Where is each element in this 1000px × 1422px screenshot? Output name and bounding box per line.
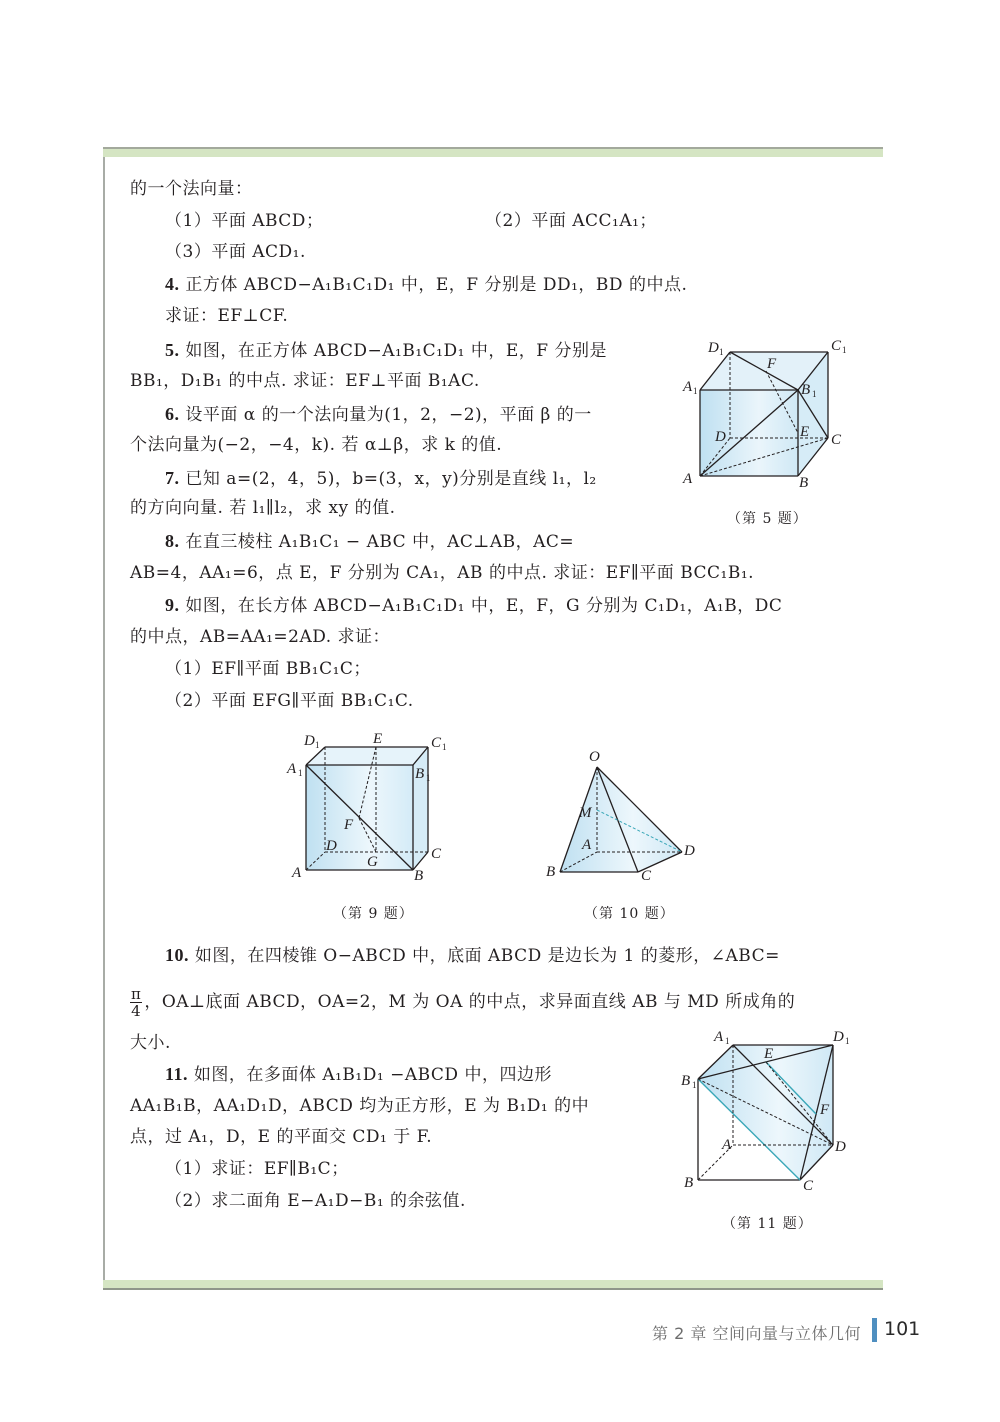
question-8 (165, 530, 574, 553)
question-9-item-2: （2）平面 EFG∥平面 BB₁C₁C. (165, 691, 414, 711)
question-text: 在直三棱柱 A₁B₁C₁ − ABC 中，AC⊥AB，AC= (185, 532, 575, 552)
question-5 (165, 339, 607, 362)
figure-11-caption: （第 11 题） (722, 1216, 813, 1232)
question-11-line-3: 点，过 A₁，D，E 的平面交 CD₁ 于 F. (130, 1127, 433, 1147)
svg-text:B: B (414, 868, 424, 884)
question-text: ，OA⊥底面 ABCD，OA=2，M 为 OA 的中点，求异面直线 AB 与 MD 所成角的 (144, 992, 796, 1012)
svg-text:1: 1 (725, 1036, 730, 1046)
question-4-line-2: 求证：EF⊥CF. (165, 306, 289, 326)
question-10-line-2 (130, 986, 795, 1019)
svg-text:F: F (767, 356, 777, 372)
svg-text:C: C (431, 735, 442, 751)
svg-text:1: 1 (845, 1036, 850, 1046)
figure-5-caption: （第 5 题） (727, 511, 808, 527)
svg-text:F: F (820, 1102, 830, 1118)
bottom-band (103, 1280, 883, 1290)
question-7-line-2: 的方向向量. 若 l₁∥l₂，求 xy 的值. (130, 498, 396, 518)
chapter-label: 第 2 章 空间向量与立体几何 (652, 1324, 861, 1343)
question-number: 6. (165, 404, 180, 424)
question-text: 如图，在多面体 A₁B₁D₁ −ABCD 中，四边形 (193, 1065, 552, 1085)
svg-text:D: D (708, 340, 719, 356)
svg-text:1: 1 (693, 386, 698, 396)
question-7 (165, 467, 597, 490)
svg-text:B: B (684, 1175, 694, 1191)
text-line: 的一个法向量： (130, 179, 253, 199)
question-11-item-2: （2）求二面角 E−A₁D−B₁ 的余弦值. (165, 1191, 466, 1211)
question-10-line-3: 大小. (130, 1033, 171, 1053)
svg-text:1: 1 (692, 1080, 697, 1090)
svg-text:C: C (641, 868, 652, 884)
svg-text:A: A (683, 471, 693, 487)
svg-text:B: B (801, 382, 811, 398)
svg-text:A: A (714, 1029, 724, 1045)
svg-text:1: 1 (719, 347, 724, 357)
fraction-denominator: 4 (131, 1002, 142, 1020)
question-5-line-2: BB₁，D₁B₁ 的中点. 求证：EF⊥平面 B₁AC. (130, 371, 480, 391)
question-4 (165, 273, 687, 296)
q3-item-1: （1）平面 ABCD； (165, 211, 324, 231)
question-number: 5. (165, 340, 180, 360)
question-number: 4. (165, 274, 180, 294)
svg-text:D: D (326, 838, 337, 854)
svg-text:1: 1 (298, 768, 303, 778)
question-text: 已知 a=(2，4，5)，b=(3，x，y)分别是直线 l₁，l₂ (185, 469, 597, 489)
svg-text:A: A (292, 865, 302, 881)
svg-text:D: D (835, 1139, 846, 1155)
question-6-line-2: 个法向量为(−2，−4，k). 若 α⊥β，求 k 的值. (130, 435, 503, 455)
svg-text:E: E (800, 424, 810, 440)
question-text: 如图，在长方体 ABCD−A₁B₁C₁D₁ 中，E，F，G 分别为 C₁D₁，A₁B，DC (185, 596, 783, 616)
svg-text:1: 1 (842, 345, 847, 355)
figure-5-cube (670, 330, 860, 500)
svg-text:A: A (683, 379, 693, 395)
page-frame-left-border (103, 147, 105, 1290)
svg-text:1: 1 (315, 740, 320, 750)
question-9-line-2: 的中点，AB=AA₁=2AD. 求证： (130, 627, 391, 647)
question-9 (165, 594, 782, 617)
svg-text:E: E (764, 1046, 774, 1062)
svg-text:C: C (831, 338, 842, 354)
question-text: 如图，在四棱锥 O−ABCD 中，底面 ABCD 是边长为 1 的菱形，∠ABC= (194, 946, 780, 966)
question-8-line-2: AB=4，AA₁=6，点 E，F 分别为 CA₁，AB 的中点. 求证：EF∥平面 BCC₁B₁. (130, 563, 755, 583)
fraction-pi-over-4 (130, 986, 142, 1019)
svg-text:A: A (287, 761, 297, 777)
figure-9-caption: （第 9 题） (333, 906, 414, 922)
svg-text:B: B (546, 864, 556, 880)
fraction-numerator: π (131, 985, 142, 1003)
figure-10-caption: （第 10 题） (584, 906, 675, 922)
footer-accent-bar (872, 1318, 877, 1342)
svg-text:C: C (431, 846, 442, 862)
question-number: 9. (165, 595, 180, 615)
svg-text:B: B (681, 1073, 691, 1089)
svg-text:D: D (304, 733, 315, 749)
svg-text:C: C (803, 1178, 814, 1194)
svg-text:G: G (367, 854, 378, 870)
svg-text:B: B (415, 766, 425, 782)
q3-item-2: （2）平面 ACC₁A₁； (485, 211, 657, 231)
svg-text:E: E (373, 731, 383, 747)
figure-10-pyramid (540, 745, 710, 885)
svg-text:M: M (579, 805, 592, 821)
question-11-line-2: AA₁B₁B，AA₁D₁D，ABCD 均为正方形，E 为 B₁D₁ 的中 (130, 1096, 590, 1116)
question-number: 7. (165, 468, 180, 488)
svg-text:1: 1 (442, 742, 447, 752)
svg-text:1: 1 (426, 773, 431, 783)
question-9-item-1: （1）EF∥平面 BB₁C₁C； (165, 659, 371, 679)
svg-text:A: A (722, 1137, 732, 1153)
svg-text:D: D (715, 429, 726, 445)
question-11-item-1: （1）求证：EF∥B₁C； (165, 1159, 349, 1179)
question-text: 设平面 α 的一个法向量为(1，2，−2)，平面 β 的一 (185, 405, 592, 425)
svg-text:D: D (684, 843, 695, 859)
top-band (103, 147, 883, 157)
question-text: 如图，在正方体 ABCD−A₁B₁C₁D₁ 中，E，F 分别是 (185, 341, 607, 361)
page-number: 101 (884, 1318, 921, 1340)
figure-9-cuboid (280, 725, 460, 885)
question-11 (165, 1063, 552, 1086)
svg-text:F: F (344, 817, 354, 833)
question-text: 正方体 ABCD−A₁B₁C₁D₁ 中，E，F 分别是 DD₁，BD 的中点. (185, 275, 688, 295)
q3-item-3: （3）平面 ACD₁. (165, 242, 306, 262)
cuboid-top-face (306, 747, 428, 765)
svg-text:B: B (799, 475, 809, 491)
question-number: 8. (165, 531, 180, 551)
svg-text:D: D (833, 1029, 844, 1045)
figure-11-polyhedron (670, 1025, 860, 1195)
svg-text:A: A (582, 837, 592, 853)
svg-text:1: 1 (812, 389, 817, 399)
question-10 (165, 944, 780, 967)
svg-text:O: O (589, 749, 600, 765)
question-number: 11. (165, 1064, 189, 1084)
question-number: 10. (165, 945, 189, 965)
svg-text:C: C (831, 432, 842, 448)
question-6 (165, 403, 592, 426)
